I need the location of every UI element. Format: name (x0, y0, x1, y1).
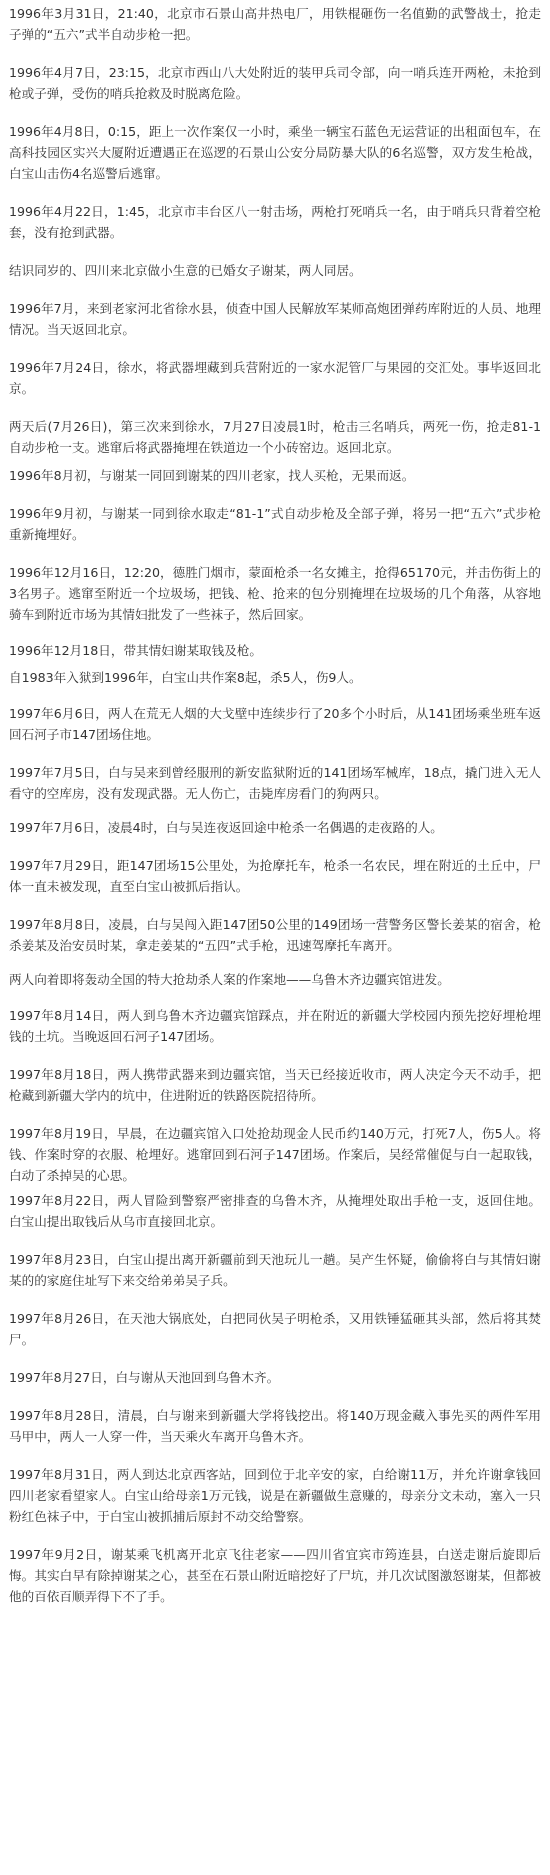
paragraph: 1997年8月19日，早晨，在边疆宾馆入口处抢劫现金人民币约140万元，打死7人，伤5人。将钱、作案时穿的衣服、枪埋好。逃窜回到石河子147团场。作案后，吴经常催促与白一起取钱，白动了杀掉吴的心思。 (9, 1126, 541, 1183)
paragraph: 结识同岁的、四川来北京做小生意的已婚女子谢某，两人同居。 (9, 263, 362, 278)
paragraph: 两人向着即将轰动全国的特大抢劫杀人案的作案地——乌鲁木齐边疆宾馆进发。 (9, 972, 450, 987)
paragraph: 1997年7月29日，距147团场15公里处，为抢摩托车，枪杀一名农民，埋在附近的土丘中，尸体一直未被发现，直至白宝山被抓后指认。 (9, 858, 541, 894)
paragraph: 1997年8月14日，两人到乌鲁木齐边疆宾馆踩点，并在附近的新疆大学校园内预先挖好埋枪埋钱的土坑。当晚返回石河子147团场。 (9, 1008, 541, 1044)
paragraph: 1997年8月23日，白宝山提出离开新疆前到天池玩儿一趟。吴产生怀疑，偷偷将白与其情妇谢某的的家庭住址写下来交给弟弟吴子兵。 (9, 1252, 541, 1288)
paragraph: 1997年8月8日，凌晨，白与吴闯入距147团50公里的149团场一营警务区警长姜某的宿舍，枪杀姜某及治安员时某，拿走姜某的“五四”式手枪，迅速驾摩托车离开。 (9, 917, 541, 953)
paragraph: 1996年3月31日，21:40，北京市石景山高井热电厂，用铁棍砸伤一名值勤的武警战士，抢走子弹的“五六”式半自动步枪一把。 (9, 6, 541, 42)
paragraph: 1997年8月27日，白与谢从天池回到乌鲁木齐。 (9, 1370, 280, 1385)
paragraph: 1997年7月6日，凌晨4时，白与吴连夜返回途中枪杀一名偶遇的走夜路的人。 (9, 820, 443, 835)
paragraph: 1996年9月初，与谢某一同到徐水取走“81-1”式自动步枪及全部子弹，将另一把“五六”式步枪重新掩埋好。 (9, 506, 541, 542)
paragraph: 1997年8月18日，两人携带武器来到边疆宾馆，当天已经接近收市，两人决定今天不动手，把枪藏到新疆大学内的坑中，住进附近的铁路医院招待所。 (9, 1067, 541, 1103)
paragraph: 1996年12月18日，带其情妇谢某取钱及枪。 (9, 643, 263, 658)
paragraph: 1996年8月初，与谢某一同回到谢某的四川老家，找人买枪，无果而返。 (9, 468, 415, 483)
paragraph: 1996年4月22日，1:45，北京市丰台区八一射击场，两枪打死哨兵一名，由于哨兵只背着空枪套，没有抢到武器。 (9, 204, 541, 240)
paragraph: 1996年12月16日，12:20，德胜门烟市，蒙面枪杀一名女摊主，抢得65170元，并击伤街上的3名男子。逃窜至附近一个垃圾场，把钱、枪、抢来的包分别掩埋在垃圾场的几个角落，从容地骑车到附近市场为其情妇批发了一些袜子，然后回家。 (9, 565, 541, 622)
paragraph: 1997年8月31日，两人到达北京西客站，回到位于北辛安的家，白给谢11万，并允许谢拿钱回四川老家看望家人。白宝山给母亲1万元钱，说是在新疆做生意赚的，母亲分文未动，塞入一只粉红色袜子中，于白宝山被抓捕后原封不动交给警察。 (9, 1467, 541, 1524)
paragraph: 两天后(7月26日)，第三次来到徐水，7月27日凌晨1时，枪击三名哨兵，两死一伤，抢走81-1自动步枪一支。逃窜后将武器掩埋在铁道边一个小砖窑边。返回北京。 (9, 419, 541, 455)
paragraph: 1997年6月6日，两人在荒无人烟的大戈壁中连续步行了20多个小时后，从141团场乘坐班车返回石河子市147团场住地。 (9, 706, 541, 742)
paragraph: 1996年4月8日，0:15，距上一次作案仅一小时，乘坐一辆宝石蓝色无运营证的出租面包车，在高科技园区实兴大厦附近遭遇正在巡逻的石景山公安分局防暴大队的6名巡警，双方发生枪战，白宝山击伤4名巡警后逃窜。 (9, 124, 541, 181)
paragraph: 1996年4月7日，23:15，北京市西山八大处附近的装甲兵司令部，向一哨兵连开两枪，未抢到枪或子弹，受伤的哨兵抢救及时脱离危险。 (9, 65, 541, 101)
paragraph: 1997年8月22日，两人冒险到警察严密排查的乌鲁木齐，从掩埋处取出手枪一支，返回住地。白宝山提出取钱后从乌市直接回北京。 (9, 1193, 541, 1229)
paragraph: 1996年7月，来到老家河北省徐水县，侦查中国人民解放军某师高炮团弹药库附近的人员、地理情况。当天返回北京。 (9, 301, 541, 337)
paragraph: 1997年7月5日，白与吴来到曾经服刑的新安监狱附近的141团场军械库，18点，撬门进入无人看守的空库房，没有发现武器。无人伤亡，击毙库房看门的狗两只。 (9, 765, 541, 801)
paragraph: 1997年9月2日，谢某乘飞机离开北京飞往老家——四川省宜宾市筠连县，白送走谢后旋即后悔。其实白早有除掉谢某之心，甚至在石景山附近暗挖好了尸坑，并几次试图激怒谢某，但都被他的百依百顺弄得下不了手。 (9, 1547, 541, 1604)
paragraph: 1997年8月28日，清晨，白与谢来到新疆大学将钱挖出。将140万现金藏入事先买的两件军用马甲中，两人一人穿一件，当天乘火车离开乌鲁木齐。 (9, 1408, 541, 1444)
paragraph: 自1983年入狱到1996年，白宝山共作案8起，杀5人，伤9人。 (9, 670, 362, 685)
paragraph: 1997年8月26日，在天池大锅底处，白把同伙吴子明枪杀，又用铁锤猛砸其头部，然后将其焚尸。 (9, 1311, 541, 1347)
paragraph: 1996年7月24日，徐水，将武器埋藏到兵营附近的一家水泥管厂与果园的交汇处。事毕返回北京。 (9, 360, 541, 396)
